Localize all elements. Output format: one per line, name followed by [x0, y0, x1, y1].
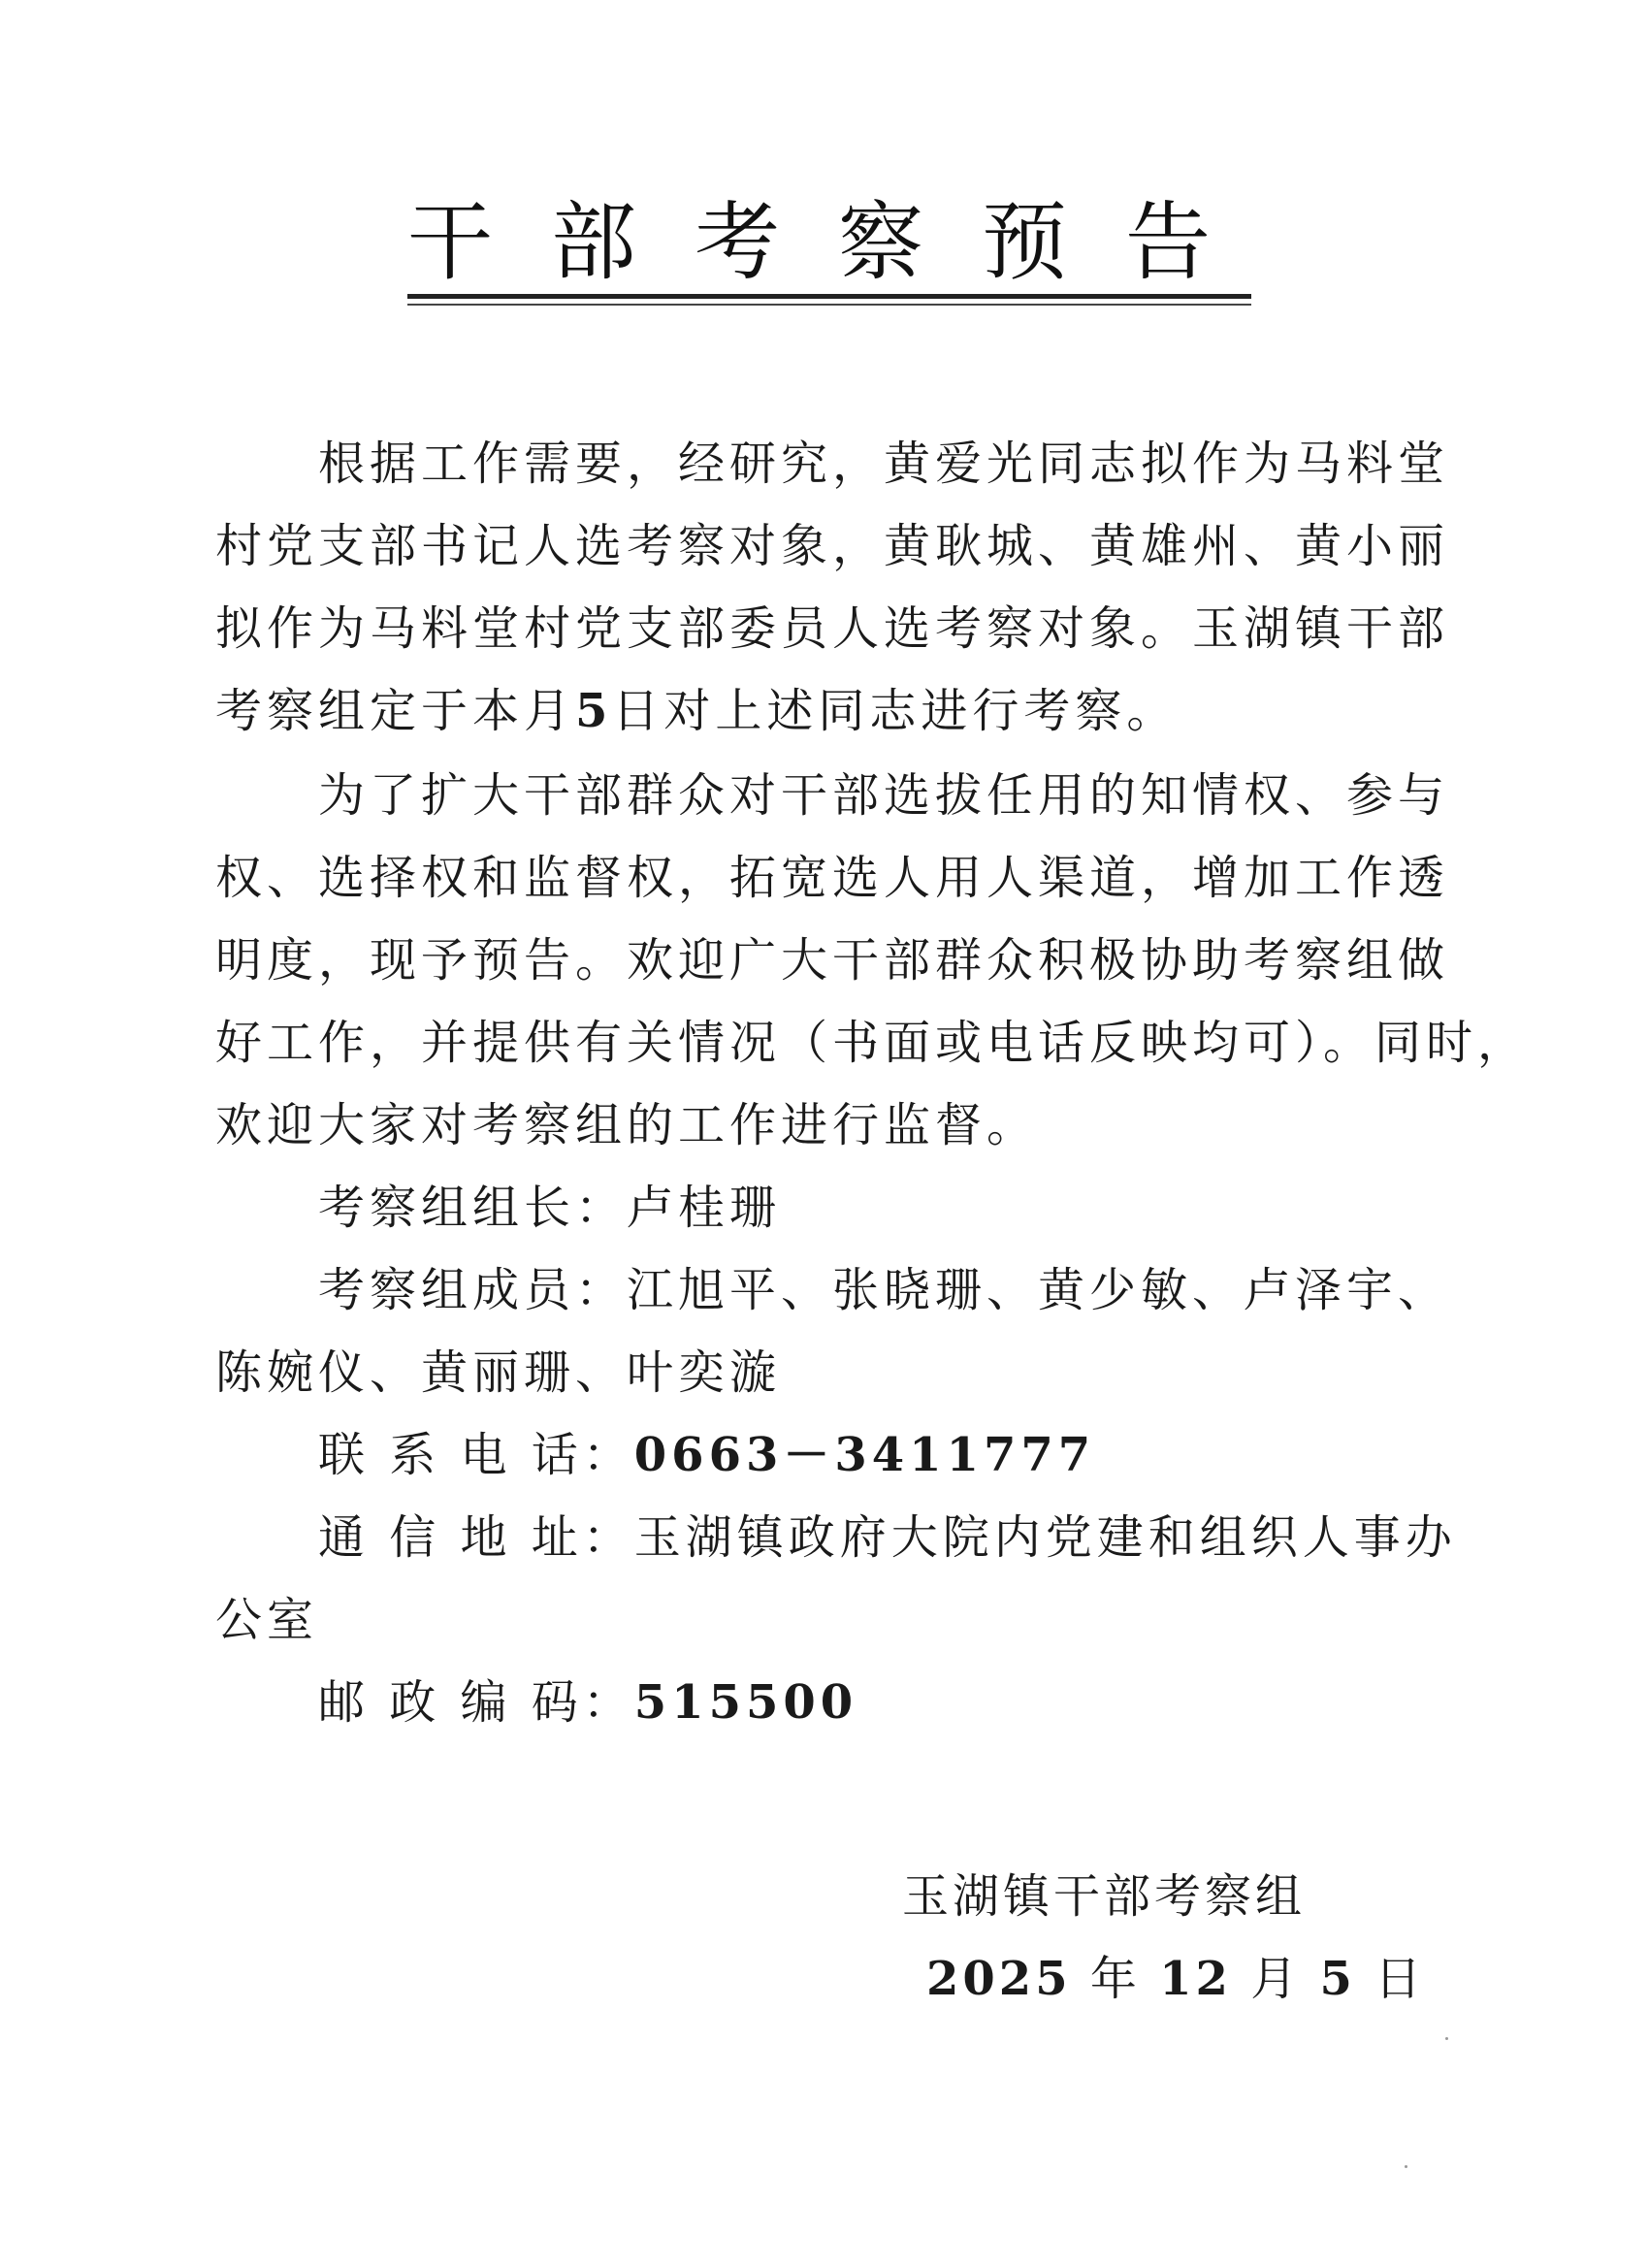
group-members-line-1: 考察组成员：江旭平、张晓珊、黄少敏、卢泽宇、	[215, 1263, 1450, 1317]
body-line-4	[215, 682, 1438, 740]
title-underline-thin	[407, 304, 1251, 306]
phone-line	[215, 1426, 1438, 1484]
date-year: 2025	[926, 1952, 1072, 2006]
postcode-line	[215, 1673, 1438, 1732]
address-line-2: 公室	[215, 1593, 319, 1647]
title-underline-thick	[407, 294, 1251, 299]
group-leader-line: 考察组组长：卢桂珊	[215, 1181, 782, 1235]
body-line-1: 根据工作需要，经研究，黄爱光同志拟作为马料堂	[215, 437, 1450, 491]
exam-day: 5	[575, 684, 613, 738]
body-line-3: 拟作为马料堂村党支部委员人选考察对象。玉湖镇干部	[215, 601, 1450, 656]
signature-org: 玉湖镇干部考察组	[902, 1869, 1307, 1924]
document-title: 干部考察预告	[407, 192, 1270, 292]
scan-speck	[1405, 2165, 1407, 2168]
body-line-8: 好工作，并提供有关情况（书面或电话反映均可）。同时，	[215, 1016, 1530, 1070]
postcode-value: 515500	[633, 1675, 858, 1730]
body-line-4-tail: 日对上述同志进行考察。	[612, 684, 1179, 738]
group-members-line-2: 陈婉仪、黄丽珊、叶奕漩	[215, 1345, 782, 1400]
date-month: 12	[1159, 1952, 1232, 2006]
body-line-5: 为了扩大干部群众对干部选拔任用的知情权、参与	[215, 768, 1450, 823]
date-day: 5	[1319, 1952, 1356, 2006]
date-nian: 年	[1089, 1952, 1141, 2006]
phone-label: 联 系 电 话：	[215, 1428, 634, 1482]
body-line-9: 欢迎大家对考察组的工作进行监督。	[215, 1098, 1039, 1152]
signature-date	[926, 1950, 1425, 2008]
scan-speck	[1445, 2037, 1448, 2040]
body-line-4-head: 考察组定于本月	[215, 684, 576, 738]
body-line-2: 村党支部书记人选考察对象，黄耿城、黄雄州、黄小丽	[215, 519, 1450, 573]
date-ri: 日	[1374, 1952, 1426, 2006]
address-line-1: 通 信 地 址：玉湖镇政府大院内党建和组织人事办	[215, 1510, 1457, 1565]
body-line-7: 明度，现予预告。欢迎广大干部群众积极协助考察组做	[215, 933, 1450, 988]
postcode-label: 邮 政 编 码：	[215, 1675, 634, 1730]
date-yue: 月	[1250, 1952, 1302, 2006]
body-line-6: 权、选择权和监督权，拓宽选人用人渠道，增加工作透	[215, 851, 1450, 905]
phone-number: 0663－3411777	[633, 1428, 1096, 1482]
